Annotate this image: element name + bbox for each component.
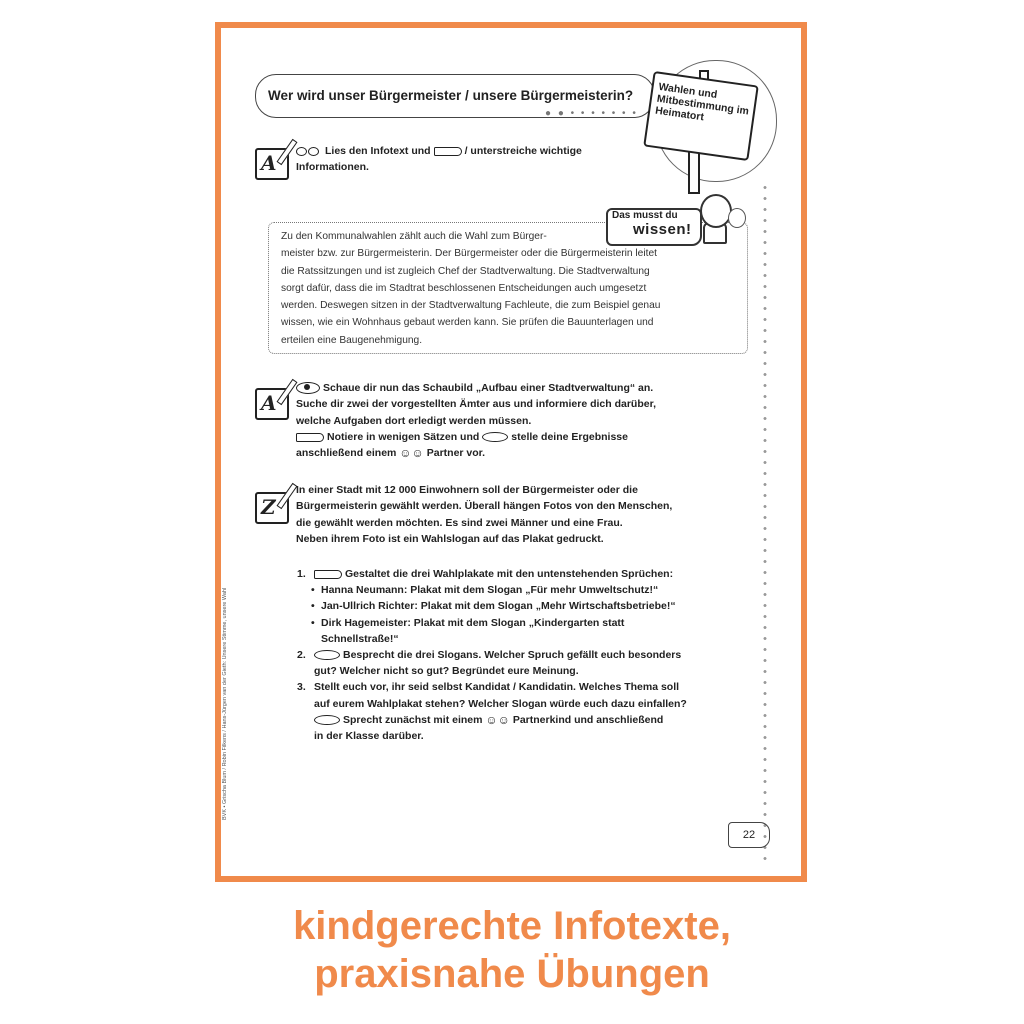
lightbulb-icon bbox=[728, 208, 746, 228]
list-item-continuation: gut? Welcher nicht so gut? Begründet eure Meinung. bbox=[314, 665, 579, 678]
list-item: 3. Stellt euch vor, ihr seid selbst Kandidat / Kandidatin. Welches Thema soll bbox=[297, 681, 680, 694]
title-dots-decoration: ● ● • • • • • • • bbox=[545, 108, 638, 119]
caption-line: kindgerechte Infotexte, bbox=[293, 904, 731, 948]
info-line: die Ratssitzungen und ist zugleich Chef der Stadtverwaltung. Die Stadtverwaltung bbox=[281, 265, 650, 277]
kid-illustration-head bbox=[700, 194, 732, 228]
info-line: erteilen eine Baugenehmigung. bbox=[281, 334, 423, 346]
list-item: 1. Gestaltet die drei Wahlplakate mit den untenstehenden Sprüchen: bbox=[297, 568, 674, 580]
info-line: Zu den Kommunalwahlen zählt auch die Wahl zum Bürger- bbox=[281, 231, 547, 242]
eye-icon bbox=[296, 382, 320, 394]
margin-dots-decoration bbox=[762, 182, 768, 862]
task-a-icon: A bbox=[255, 388, 289, 420]
lips-icon bbox=[482, 432, 508, 442]
smiley-icon: ☺☺ bbox=[399, 446, 424, 461]
marker-icon bbox=[296, 433, 324, 442]
list-item-continuation: auf eurem Wahlplakat stehen? Welcher Slogan würde euch dazu einfallen? bbox=[314, 697, 687, 710]
info-line: sorgt dafür, dass die im Stadtrat beschlossenen Entscheidungen auch umgesetzt bbox=[281, 282, 647, 294]
caption-line: praxisnahe Übungen bbox=[314, 952, 710, 996]
topic-sign-text: Wahlen und Mitbestimmung im Heimatort bbox=[654, 80, 750, 124]
list-item-continuation: Schnellstraße!“ bbox=[321, 632, 399, 645]
page-number: 22 bbox=[728, 822, 770, 848]
side-credit: BVK • Grischa Blum / Robin Filkens / Hans-Jürgen van der Gieth: Unsere Stimme, unsere Wahl bbox=[222, 587, 228, 820]
glasses-icon bbox=[296, 146, 322, 156]
info-text bbox=[281, 228, 733, 349]
list-item: 2. Besprecht die drei Slogans. Welcher Spruch gefällt euch besonders bbox=[297, 649, 682, 662]
badge-big-text: wissen! bbox=[633, 221, 692, 238]
list-item: • Dirk Hagemeister: Plakat mit dem Slogan „Kindergarten statt bbox=[297, 615, 747, 631]
task3-intro: In einer Stadt mit 12 000 Einwohnern soll der Bürgermeister oder die Bürgermeisterin gewählt werden. Überall hängen Fotos von den Menschen, die gewählt werden möchten. Es sind zwei Männer und eine Frau. Neben ihrem Foto ist ein Wahlslogan auf das Plakat gedruckt. bbox=[296, 484, 673, 545]
badge-small-text: Das musst du bbox=[612, 210, 678, 221]
info-line: wissen, wie ein Wohnhaus gebaut werden kann. Sie prüfen die Bauunterlagen und bbox=[281, 317, 654, 329]
lips-icon bbox=[314, 715, 340, 725]
marker-icon bbox=[314, 570, 342, 579]
caption bbox=[0, 902, 1024, 998]
list-item-continuation: in der Klasse darüber. bbox=[314, 730, 424, 743]
list-item-continuation: Sprecht zunächst mit einem ☺☺ Partnerkind und anschließend bbox=[297, 712, 747, 728]
task1-text: Lies den Infotext und / unterstreiche wichtige Informationen. bbox=[296, 145, 582, 174]
info-line: meister bzw. zur Bürgermeisterin. Der Bürgermeister oder die Bürgermeisterin leitet bbox=[281, 248, 657, 260]
page-title: Wer wird unser Bürgermeister / unsere Bürgermeisterin? bbox=[268, 88, 634, 103]
lips-icon bbox=[314, 650, 340, 660]
smiley-icon: ☺☺ bbox=[485, 712, 510, 727]
list-item: • Hanna Neumann: Plakat mit dem Slogan „Für mehr Umweltschutz!“ bbox=[297, 582, 747, 598]
marker-icon bbox=[434, 147, 462, 156]
list-item: • Jan-Ullrich Richter: Plakat mit dem Slogan „Mehr Wirtschaftsbetriebe!“ bbox=[297, 598, 747, 614]
task-a-icon: A bbox=[255, 148, 289, 180]
task3-list bbox=[297, 566, 747, 744]
task2-text: Schaue dir nun das Schaubild „Aufbau einer Stadtverwaltung“ an. Suche dir zwei der vorgestellten Ämter aus und informiere dich darüber, welche Aufgaben dort erledigt werden müssen. Notiere in wenigen Sätzen und stelle deine Ergebnisse anschließend einem ☺☺ Partner vor. bbox=[296, 382, 657, 461]
task-z-icon: Z bbox=[255, 492, 289, 524]
info-line: werden. Deswegen sitzen in der Stadtverwaltung Fachleute, die zum Beispiel genau bbox=[281, 300, 661, 312]
